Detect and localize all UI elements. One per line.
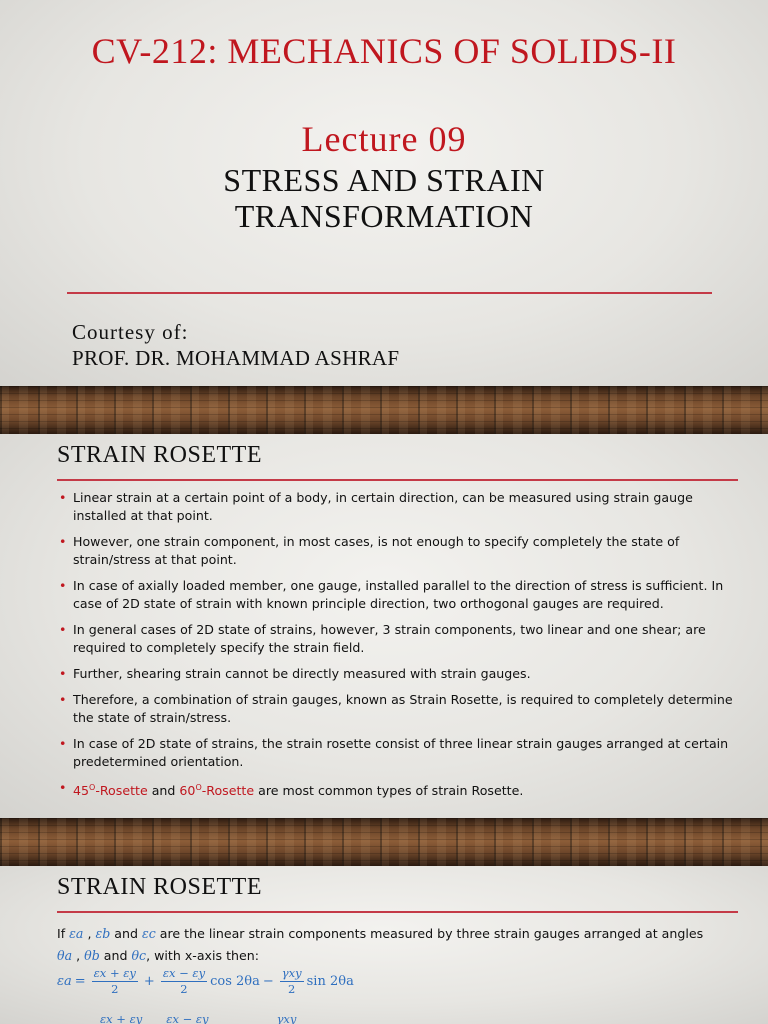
list-item xyxy=(57,665,737,683)
and-text: and xyxy=(147,783,180,799)
intro-text: , xyxy=(83,926,96,941)
lecture-title-line1: STRESS AND STRAIN xyxy=(223,162,545,198)
strain-rosette-slide xyxy=(0,434,768,818)
list-item xyxy=(57,735,737,771)
lecture-title xyxy=(0,162,768,234)
bullet-icon: • xyxy=(59,622,67,637)
course-title: CV-212: MECHANICS OF SOLIDS-II xyxy=(91,31,677,71)
rosette-60-suffix: -Rosette xyxy=(201,783,255,799)
bullet-text: Further, shearing strain cannot be directly measured with strain gauges. xyxy=(73,666,531,681)
fraction-numerator: γxy xyxy=(275,1012,299,1024)
symbol-theta-c: θc xyxy=(131,948,147,963)
fraction-numerator: εx + εy xyxy=(93,966,136,980)
fraction-numerator: εx − εy xyxy=(164,1012,210,1024)
list-item xyxy=(57,577,737,613)
heading-divider xyxy=(57,479,738,481)
symbol-epsilon-a: εa xyxy=(69,926,84,941)
fraction-denominator: 2 xyxy=(180,982,188,996)
fraction-numerator: εx + εy xyxy=(98,1012,144,1024)
eq-cos-term: cos 2θa xyxy=(210,974,260,989)
eq-fraction xyxy=(280,966,304,997)
eq-fraction xyxy=(98,1012,144,1024)
bullet-text: However, one strain component, in most cases, is not enough to specify completely the state of strain/stress at that point. xyxy=(73,534,680,567)
bullet-icon: • xyxy=(59,490,67,505)
list-item xyxy=(57,533,737,569)
rosette-45-value: 45 xyxy=(73,783,90,799)
bullet-text: In general cases of 2D state of strains, however, 3 strain components, two linear and one shear; are required to completely specify the strain field. xyxy=(73,622,706,655)
symbol-epsilon-c: εc xyxy=(141,926,156,941)
title-divider xyxy=(67,292,712,294)
eq-minus: − xyxy=(262,974,274,989)
equation-epsilon-a xyxy=(57,966,354,997)
eq-lhs: εa xyxy=(57,974,72,989)
fraction-denominator: 2 xyxy=(111,982,119,996)
courtesy-name: PROF. DR. MOHAMMAD ASHRAF xyxy=(72,346,400,370)
rosette-45-suffix: -Rosette xyxy=(95,783,148,799)
title-slide xyxy=(0,0,768,386)
bullet-text: Therefore, a combination of strain gauges, known as Strain Rosette, is required to completely determine the state of strain/stress. xyxy=(73,692,733,725)
courtesy-label: Courtesy of: xyxy=(72,320,189,344)
bullet-list xyxy=(57,489,737,808)
bullet-icon: • xyxy=(59,578,67,593)
symbol-theta-a: θa xyxy=(57,948,73,963)
intro-paragraph xyxy=(57,923,747,967)
rosette-60-value: 60 xyxy=(179,783,196,799)
bullet-text: In case of 2D state of strains, the strain rosette consist of three linear strain gauges arranged at certain predetermined orientation. xyxy=(73,736,729,769)
eq-fraction xyxy=(161,966,207,997)
bullet-icon: • xyxy=(59,666,67,681)
degree-sup: O xyxy=(195,783,202,792)
intro-text: and xyxy=(110,926,142,941)
degree-sup: O xyxy=(89,783,96,792)
equation-partial xyxy=(57,1012,301,1024)
slide-heading: STRAIN ROSETTE xyxy=(57,442,262,468)
eq-sin-term: sin 2θa xyxy=(306,974,354,989)
intro-text: , with x-axis then: xyxy=(146,948,259,963)
slide-separator xyxy=(0,818,768,866)
fraction-numerator: γxy xyxy=(281,966,302,980)
symbol-epsilon-b: εb xyxy=(95,926,111,941)
eq-fraction xyxy=(92,966,138,997)
bullet-text: are most common types of strain Rosette. xyxy=(254,783,524,799)
bullet-icon: • xyxy=(59,692,67,707)
bullet-text: In case of axially loaded member, one gauge, installed parallel to the direction of stress is sufficient. In case of 2D state of strain with known principle direction, two orthogonal gauges are required. xyxy=(73,578,724,611)
bullet-text: Linear strain at a certain point of a body, in certain direction, can be measured using strain gauge installed at that point. xyxy=(73,490,693,523)
lecture-title-line2: TRANSFORMATION xyxy=(234,198,534,234)
eq-plus: + xyxy=(143,974,155,989)
heading-divider xyxy=(57,911,738,913)
list-item xyxy=(57,621,737,657)
bullet-icon: • xyxy=(59,534,67,549)
fraction-numerator: εx − εy xyxy=(162,966,206,980)
eq-fraction xyxy=(164,1012,210,1024)
list-item xyxy=(57,779,737,800)
intro-text: , xyxy=(72,948,85,963)
strain-rosette-equations-slide xyxy=(0,866,768,1024)
intro-text: and xyxy=(99,948,132,963)
slide-heading: STRAIN ROSETTE xyxy=(57,874,262,900)
bullet-icon: • xyxy=(59,780,67,795)
eq-fraction xyxy=(275,1012,299,1024)
slide-separator xyxy=(0,386,768,434)
list-item xyxy=(57,489,737,525)
intro-text: If xyxy=(57,926,70,941)
fraction-denominator: 2 xyxy=(288,982,296,996)
lecture-number: Lecture 09 xyxy=(301,119,467,159)
bullet-icon: • xyxy=(59,736,67,751)
symbol-theta-b: θb xyxy=(84,948,100,963)
list-item xyxy=(57,691,737,727)
eq-equals: = xyxy=(74,974,86,989)
intro-text: are the linear strain components measured by three strain gauges arranged at angles xyxy=(155,926,704,941)
